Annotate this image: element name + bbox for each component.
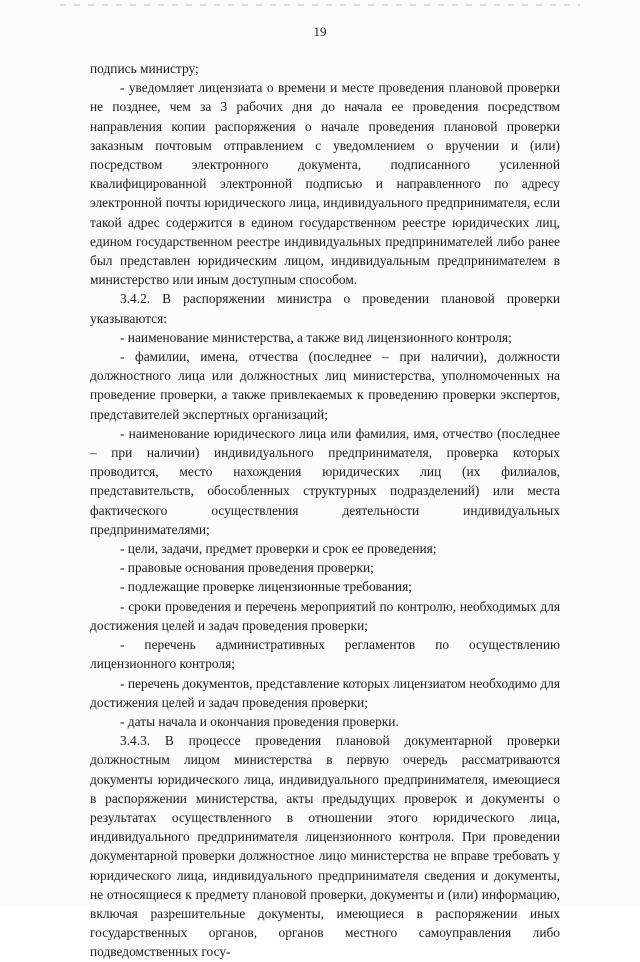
paragraph: - фамилии, имена, отчества (последнее – при наличии), должности должностного лица или должностных лиц министерства, уполномоченных на проведение проверки, а также привлекаемых к проведению проверки экспертов, представителей экспертных организаций; (90, 349, 560, 422)
paragraph: - перечень документов, представление которых лицензиатом необходимо для достижения целей и задач проведения проверки; (90, 675, 560, 710)
paragraph: - уведомляет лицензиата о времени и месте проведения плановой проверки не позднее, чем за 3 рабочих дня до начала ее проведения посредством направления копии распоряжения о начале проведения плановой проверки заказным почтовым отправлением с уведомлением о вручении и (или) посредством электронного документа, подписанного усиленной квалифицированной электронной подписью и направленного по адресу электронной почты юридического лица, индивидуального предпринимателя, если такой адрес содержится в едином государственном реестре юридических лиц, едином государственном реестре индивидуальных предпринимателей либо ранее был представлен юридическим лицом, индивидуальным предпринимателем в министерство или иным доступным способом. (90, 80, 560, 288)
paragraph: - правовые основания проведения проверки; (120, 560, 374, 576)
paragraph: - цели, задачи, предмет проверки и срок ее проведения; (120, 541, 437, 557)
paragraph: подпись министру; (90, 61, 199, 76)
paragraph: - наименование юридического лица или фамилия, имя, отчество (последнее – при наличии) индивидуального предпринимателя, проверка которых проводится, место нахождения юридических лиц (их филиалов, представительств, обособленных структурных подразделений) или места фактического осуществления деятельности индивидуальных предпринимателями; (90, 425, 560, 537)
paragraph: - наименование министерства, а также вид лицензионного контроля; (120, 329, 512, 345)
paragraph: 3.4.2. В распоряжении министра о проведении плановой проверки указываются: (90, 291, 560, 326)
paragraph: - даты начала и окончания проведения проверки. (120, 713, 399, 729)
page-number: 19 (313, 24, 327, 39)
paragraph: - подлежащие проверке лицензионные требования; (120, 579, 412, 595)
scan-artifact (60, 4, 580, 6)
paragraph: - перечень административных регламентов по осуществлению лицензионного контроля; (90, 637, 560, 672)
paragraph: 3.4.3. В процессе проведения плановой документарной проверки должностным лицом министерства в первую очередь рассматриваются документы юридического лица, индивидуального предпринимателя, имеющиеся в распоряжении министерства, акты предыдущих проверок и документы о результатах осуществленного в отношении этого юридического лица, индивидуального предпринимателя лицензионного контроля. При проведении документарной проверки должностное лицо министерства не вправе требовать у юридического лица, индивидуального предпринимателя сведения и документы, не относящиеся к предмету плановой проверки, документы и (или) информацию, включая разрешительные документы, имеющиеся в распоряжении иных государственных органов, органов местного самоуправления либо подведомственных госу- (90, 733, 560, 960)
paragraph: - сроки проведения и перечень мероприятий по контролю, необходимых для достижения целей и задач проведения проверки; (90, 598, 560, 633)
body-text (90, 59, 560, 962)
